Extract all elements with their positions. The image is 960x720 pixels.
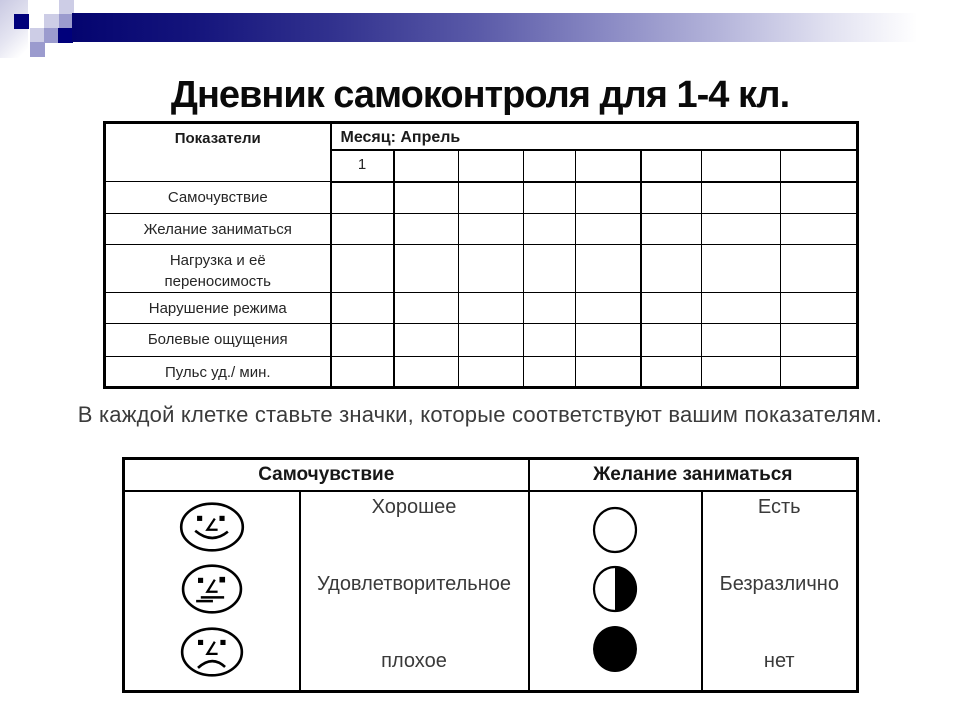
- wellbeing-label: Удовлетворительное: [317, 572, 511, 595]
- pixel-square-medium: [44, 28, 59, 43]
- diary-day-cell: [641, 150, 702, 182]
- diary-day-cell: [576, 182, 641, 214]
- diary-day-cell: [331, 324, 394, 357]
- diary-day-cell: [459, 182, 524, 214]
- pixel-square-light: [30, 28, 45, 43]
- desire-label: Есть: [757, 495, 801, 518]
- half-circle-icon: [590, 564, 640, 614]
- diary-day-cell: [331, 214, 394, 245]
- diary-day-cell: [394, 150, 459, 182]
- diary-day-cell: [524, 182, 576, 214]
- diary-day-cell: [459, 324, 524, 357]
- diary-day-cell: [331, 293, 394, 324]
- diary-day-cell: [702, 182, 781, 214]
- diary-day-cell: [459, 293, 524, 324]
- diary-day-cell: [641, 182, 702, 214]
- diary-day-cell: [394, 245, 459, 293]
- banner-gradient-strip: [0, 0, 28, 58]
- legend-desire-header: Желание заниматься: [529, 459, 858, 491]
- diary-day-cell: [459, 214, 524, 245]
- diary-row-label: Нарушение режима: [105, 293, 331, 324]
- legend-table: [122, 457, 859, 693]
- diary-day-cell: [394, 182, 459, 214]
- diary-row-label: Нагрузка и её переносимость: [105, 245, 331, 293]
- diary-day-cell: [781, 293, 858, 324]
- diary-row-label: Пульс уд./ мин.: [105, 357, 331, 388]
- diary-month-header: Месяц: Апрель: [331, 123, 858, 150]
- diary-day-number: 1: [331, 150, 394, 182]
- diary-day-cell: [459, 357, 524, 388]
- diary-day-cell: [641, 293, 702, 324]
- diary-day-cell: [394, 293, 459, 324]
- diary-day-cell: [331, 182, 394, 214]
- diary-day-cell: [641, 214, 702, 245]
- diary-day-cell: [331, 357, 394, 388]
- diary-day-cell: [576, 357, 641, 388]
- diary-day-cell: [576, 293, 641, 324]
- diary-day-cell: [524, 245, 576, 293]
- desire-label: Безразлично: [719, 572, 839, 595]
- diary-day-cell: [459, 245, 524, 293]
- happy-face-icon: [175, 499, 249, 555]
- diary-day-cell: [781, 214, 858, 245]
- diary-day-cell: [394, 324, 459, 357]
- diary-day-cell: [781, 357, 858, 388]
- diary-day-cell: [781, 182, 858, 214]
- diary-day-cell: [641, 245, 702, 293]
- diary-row-label: Желание заниматься: [105, 214, 331, 245]
- diary-indicators-header: Показатели: [105, 123, 331, 182]
- wellbeing-labels-cell: [300, 491, 529, 692]
- diary-table: [103, 121, 859, 389]
- diary-day-cell: [702, 293, 781, 324]
- diary-day-cell: [576, 150, 641, 182]
- diary-row-label: Болевые ощущения: [105, 324, 331, 357]
- diary-day-cell: [702, 214, 781, 245]
- diary-day-cell: [331, 245, 394, 293]
- diary-day-cell: [394, 214, 459, 245]
- diary-day-cell: [576, 214, 641, 245]
- diary-day-cell: [702, 357, 781, 388]
- desire-icons-cell: [529, 491, 702, 692]
- diary-row-label: Самочувствие: [105, 182, 331, 214]
- desire-labels-cell: [702, 491, 858, 692]
- filled-circle-icon: [590, 624, 640, 674]
- diary-day-cell: [781, 245, 858, 293]
- diary-day-cell: [641, 357, 702, 388]
- diary-day-cell: [702, 324, 781, 357]
- pixel-square-navy: [14, 14, 29, 29]
- instruction-text: В каждой клетке ставьте значки, которые соответствуют вашим показателям.: [77, 402, 883, 427]
- diary-day-cell: [524, 293, 576, 324]
- diary-day-cell: [524, 150, 576, 182]
- banner-bar: [72, 13, 935, 42]
- diary-day-cell: [576, 324, 641, 357]
- wellbeing-label: Хорошее: [371, 495, 457, 518]
- diary-day-cell: [459, 150, 524, 182]
- sad-face-icon: [175, 624, 249, 680]
- diary-day-cell: [781, 324, 858, 357]
- pixel-square-medium: [30, 42, 45, 57]
- wellbeing-icons-cell: [124, 491, 300, 692]
- legend-wellbeing-header: Самочувствие: [124, 459, 529, 491]
- diary-day-cell: [702, 245, 781, 293]
- diary-day-cell: [576, 245, 641, 293]
- diary-day-cell: [524, 214, 576, 245]
- diary-day-cell: [702, 150, 781, 182]
- diary-day-cell: [781, 150, 858, 182]
- pixel-square-navy: [58, 28, 73, 43]
- page-title: Дневник самоконтроля для 1-4 кл.: [170, 74, 790, 116]
- empty-circle-icon: [590, 505, 640, 555]
- wellbeing-label: плохое: [381, 649, 447, 672]
- diary-day-cell: [524, 324, 576, 357]
- pixel-square-light: [44, 14, 59, 29]
- desire-label: нет: [763, 649, 795, 672]
- diary-day-cell: [524, 357, 576, 388]
- neutral-face-icon: [175, 561, 249, 617]
- diary-day-cell: [394, 357, 459, 388]
- diary-day-cell: [641, 324, 702, 357]
